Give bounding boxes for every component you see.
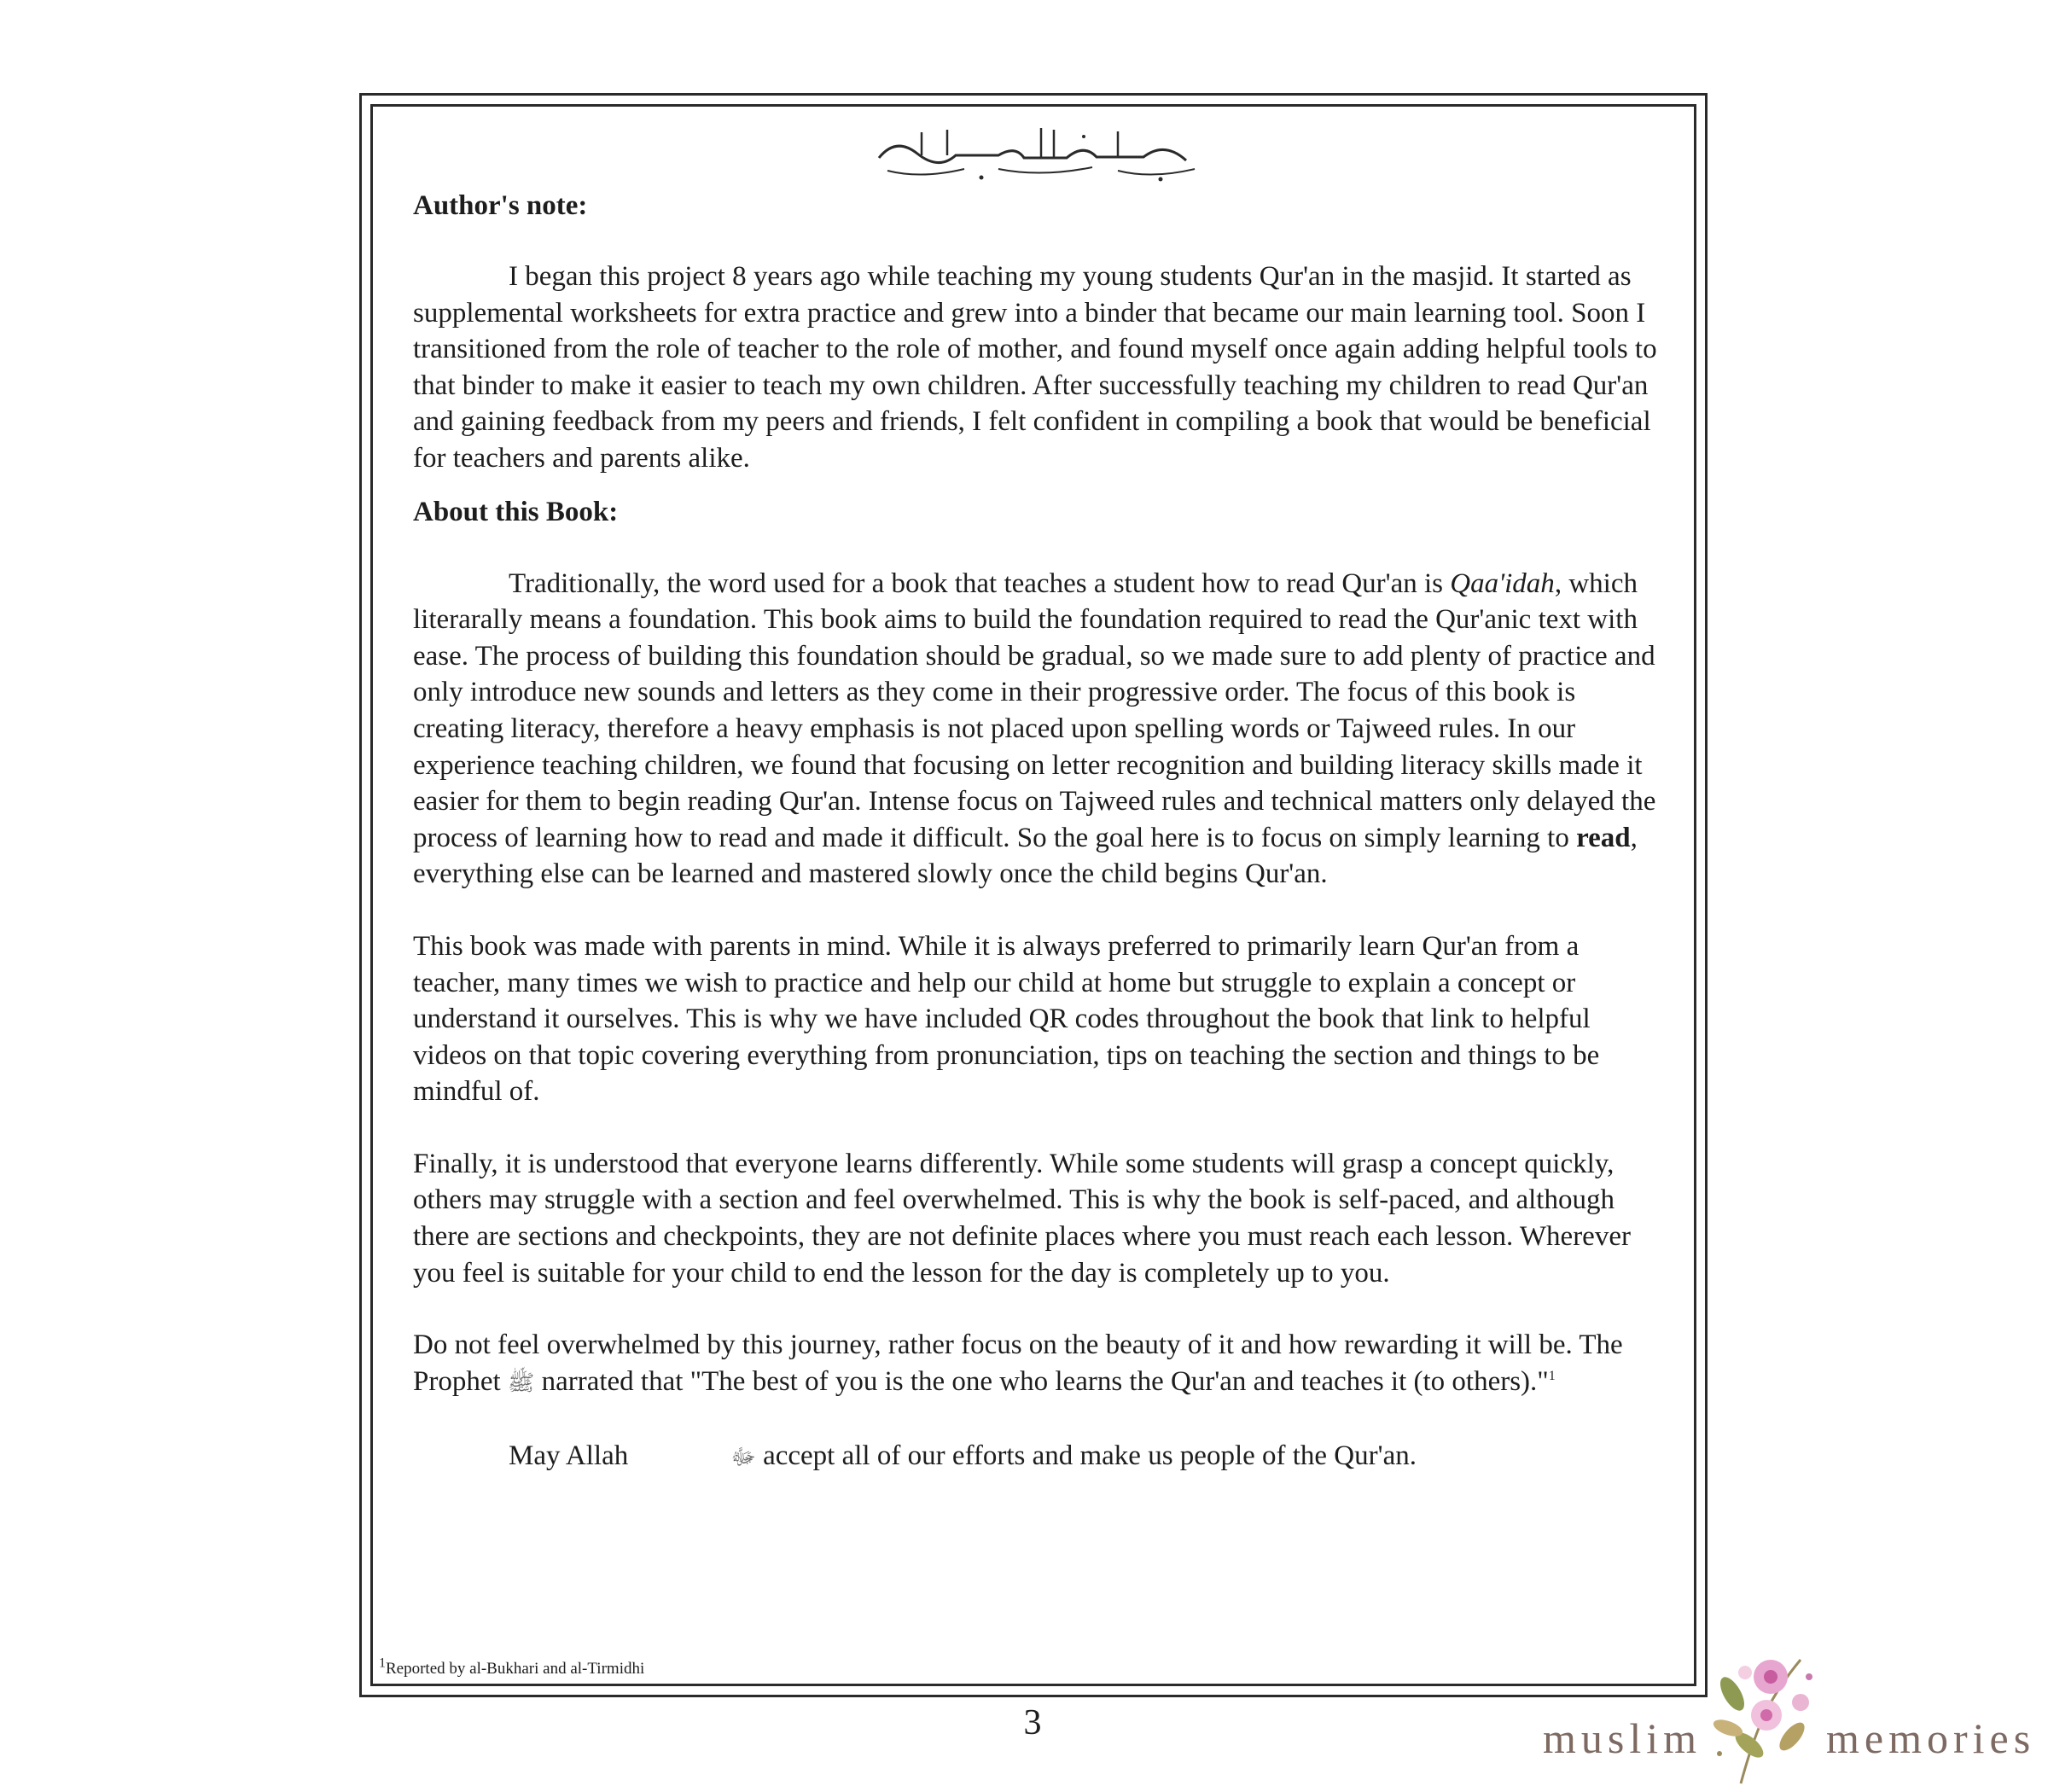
jalla-jalaluhu-glyph-icon: ﷻ [730, 1444, 756, 1470]
salawat-glyph-icon: ﷺ [507, 1370, 535, 1396]
read-emphasis: read [1576, 822, 1631, 853]
authors-note-heading: Author's note: [413, 190, 588, 221]
qaaidah-term: Qaa'idah [1450, 567, 1555, 599]
about-book-heading: About this Book: [413, 496, 619, 527]
footnote: $^1$Reported by al-Bukhari and al-Tirmidhi [379, 1655, 645, 1678]
about-paragraph-4: Do not feel overwhelmed by this journey, rather focus on the beauty of it and how rewarding it will be. The Prophet ﷺ narrated that "The best of you is the one who learns the Qur'an and teaches it (to others)."$^1$ [413, 1327, 1667, 1401]
about-paragraph-2: This book was made with parents in mind. While it is always preferred to primarily learn Qur'an from a teacher, many times we wish to practice and help our child at home but struggle to explain a concept or understand it ourselves. This is why we have included QR codes throughout the book that link to helpful videos on that topic covering everything from pronunciation, tips on teaching the section and things to be mindful of. [413, 930, 1600, 1108]
about-paragraph-5: May Allah ﷻ accept all of our efforts and make us people of the Qur'an. [413, 1438, 1667, 1476]
about-paragraph-3: Finally, it is understood that everyone learns differently. While some students will grasp a concept quickly, others may struggle with a section and feel overwhelmed. This is why the book is self-paced, and although there are sections and checkpoints, they are not definite places where you must reach each lesson. Wherever you feel is suitable for your child to end the lesson for the day is completely up to you. [413, 1148, 1631, 1289]
page-content [413, 188, 1667, 1475]
brand-word-right: memories [1826, 1714, 2036, 1762]
about-paragraph-1: Traditionally, the word used for a book that teaches a student how to read Qur'an is Qaa'idah, which literarally means a foundation. This book aims to build the foundation required to read the Qur'anic text with ease. The process of building this foundation should be gradual, so we made sure to add plenty of practice and only introduce new sounds and letters as they come in their progressive order. The focus of this book is creating literacy, therefore a heavy emphasis is not placed upon spelling words or Tajweed rules. In our experience teaching children, we found that focusing on letter recognition and building literacy skills made it easier for them to begin reading Qur'an. Intense focus on Tajweed rules and technical matters only delayed the process of learning how to read and made it difficult. So the goal here is to focus on simply learning to read, everything else can be learned and mastered slowly once the child begins Qur'an. [413, 567, 1656, 890]
page-number: 3 [1023, 1703, 1042, 1743]
flower-logo-icon [1707, 1643, 1826, 1788]
brand-word-left: muslim [1543, 1714, 1702, 1762]
authors-note-paragraph: I began this project 8 years ago while teaching my young students Qur'an in the masjid. It started as supplemental worksheets for extra practice and grew into a binder that became our main learning tool. Soon I transitioned from the role of teacher to the role of mother, and found myself once again adding helpful tools to that binder to make it easier to teach my own children. After successfully teaching my children to read Qur'an and gaining feedback from my peers and friends, I felt confident in compiling a book that would be beneficial for teachers and parents alike. [413, 261, 1657, 474]
basmala-calligraphy [870, 119, 1203, 188]
footnote-ref: 1 [1548, 1368, 1556, 1383]
